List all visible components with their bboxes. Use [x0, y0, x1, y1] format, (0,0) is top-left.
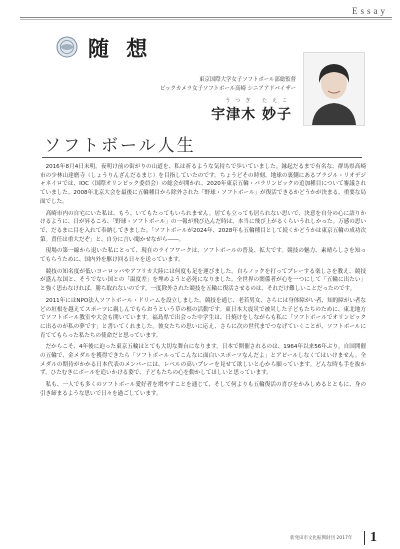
paragraph: 2011年にはNPO法人ソフトボール・ドリームを設立しました。競技を通じ、老若男女、さらには身体障がい者、知的障がい者などの垣根を越えてスポーツに親しんでもらおうという草の根の活動です。東日本大震災で被災した子どもたちのために、東北地方でソフトボール教室や大会も開いています。福島県で出会った中学生は、日焼けをしながらも私に「ソフトボールでオリンピックに出るのが私の夢です」と書いてくれました。彼女たちの思いに応え、さらに次の世代までつなげていくことが、ソフトボールに育ててもらった私たちの使命だと思っています。: [40, 297, 366, 339]
author-name: 宇津木 妙子: [211, 107, 292, 123]
top-rule: [20, 17, 392, 18]
page-number: 1: [370, 530, 377, 545]
footer-divider: [364, 531, 365, 545]
top-rule-secondary: [20, 19, 392, 20]
paragraph: 2016年8月4日未明。夜明け前の街がりの山道を、私は祈るような気持ちで歩いていました。縁起だるまで有名な、群馬県高崎市の少林山達磨寺（しょうりんざんだるまじ）を目指していたのです。ちょうどその時刻、地球の裏側にあるブラジル・リオデジャネイロでは、IOC（国際オリンピック委員会）の総会が開かれ、2020年東京五輪・パラリンピックの追加種目について審議されていました。2008年北京大会を最後に五輪種目から除外された「野球・ソフトボール」が復活できるかどうかが決まる、重要な局面でした。: [40, 164, 366, 205]
author-affiliation-2: ビックカメラ女子ソフトボール高崎 シニアアドバイザー: [159, 86, 296, 92]
paragraph: だからこそ、4年後に迫った東京五輪はとても大切な舞台になります。日本で開催されるのは、1964年以来56年ぶり。自国開催の五輪で、金メダルを獲得できたら「ソフトボールってこんなに面白いスポーツなんだよ」とアピールしなくてはいけません。全メダルの期待がかかる日本代表のメンバーには、レベルの高いプレーを見せて欲しいと心から願っています。どんな時も手を抜かず、ひたむきにボールを追いかける姿で、子どもたちの心を動かしてほしいと思っています。: [40, 344, 366, 377]
essay-label: Essay: [352, 6, 388, 16]
author-photo: [303, 52, 365, 126]
article-headline: ソフトボール人生: [44, 136, 196, 156]
author-affiliation-1: 東京国際大学女子ソフトボール部総監督: [199, 77, 296, 83]
section-title: 随 想: [88, 36, 153, 61]
paragraph: 高崎市内の自宅にいた私は、もう、いてもたってもいられません。居ても立っても居られない思いで、決意を自分の心に語りかけるように、日が昇るころ、「野球・ソフトボール」の一報が飛び込んだ時は、本当に飛び上がるくらいうれしかった。万感の思いで、だるまに目を入れて奉納してきました。「ソフトボールが2024年、2028年も五輪種目として続くかどうかは東京五輪の成功次第。責任は重大だぞ」と、自分に言い聞かせながら――。: [40, 210, 366, 243]
paragraph: 私も、一人でも多くのソフトボール愛好者を増やすことを通じて、そして何よりも五輪復活の喜びをかみしめるとともに、身の引き締まるような思いで日々を過ごしています。: [40, 382, 366, 397]
publication-footer: 新発田市文化振興財団 2017年: [290, 536, 353, 541]
author-name-ruby: うつぎ たえこ: [225, 98, 292, 104]
article-body: [40, 163, 366, 402]
paragraph: 現場の第一線から退いた私にとって、現在のライフワークは、ソフトボールの普及、拡大です。競技の魅力、素晴らしさを知ってもらうために、国内外を駆け回る日々を送っています。: [40, 248, 366, 264]
headline-rule: [42, 157, 362, 158]
section-emblem-icon: [56, 36, 78, 58]
paragraph: 競技の知名度が低いヨーロッパやアフリカ大陸には何度も足を運びました。自らノックを打ってプレーする楽しさを教え、競技が盛んな国と、そうでない国との「温度差」を埋めようと必死になりました。全世界の関係者が心を一つにして「五輪に出たい」と強く思わなければ、勝ち取れないのです。一度除外された競技を五輪に復活させるのは、それだけ難しいことだったのです。: [40, 268, 366, 293]
